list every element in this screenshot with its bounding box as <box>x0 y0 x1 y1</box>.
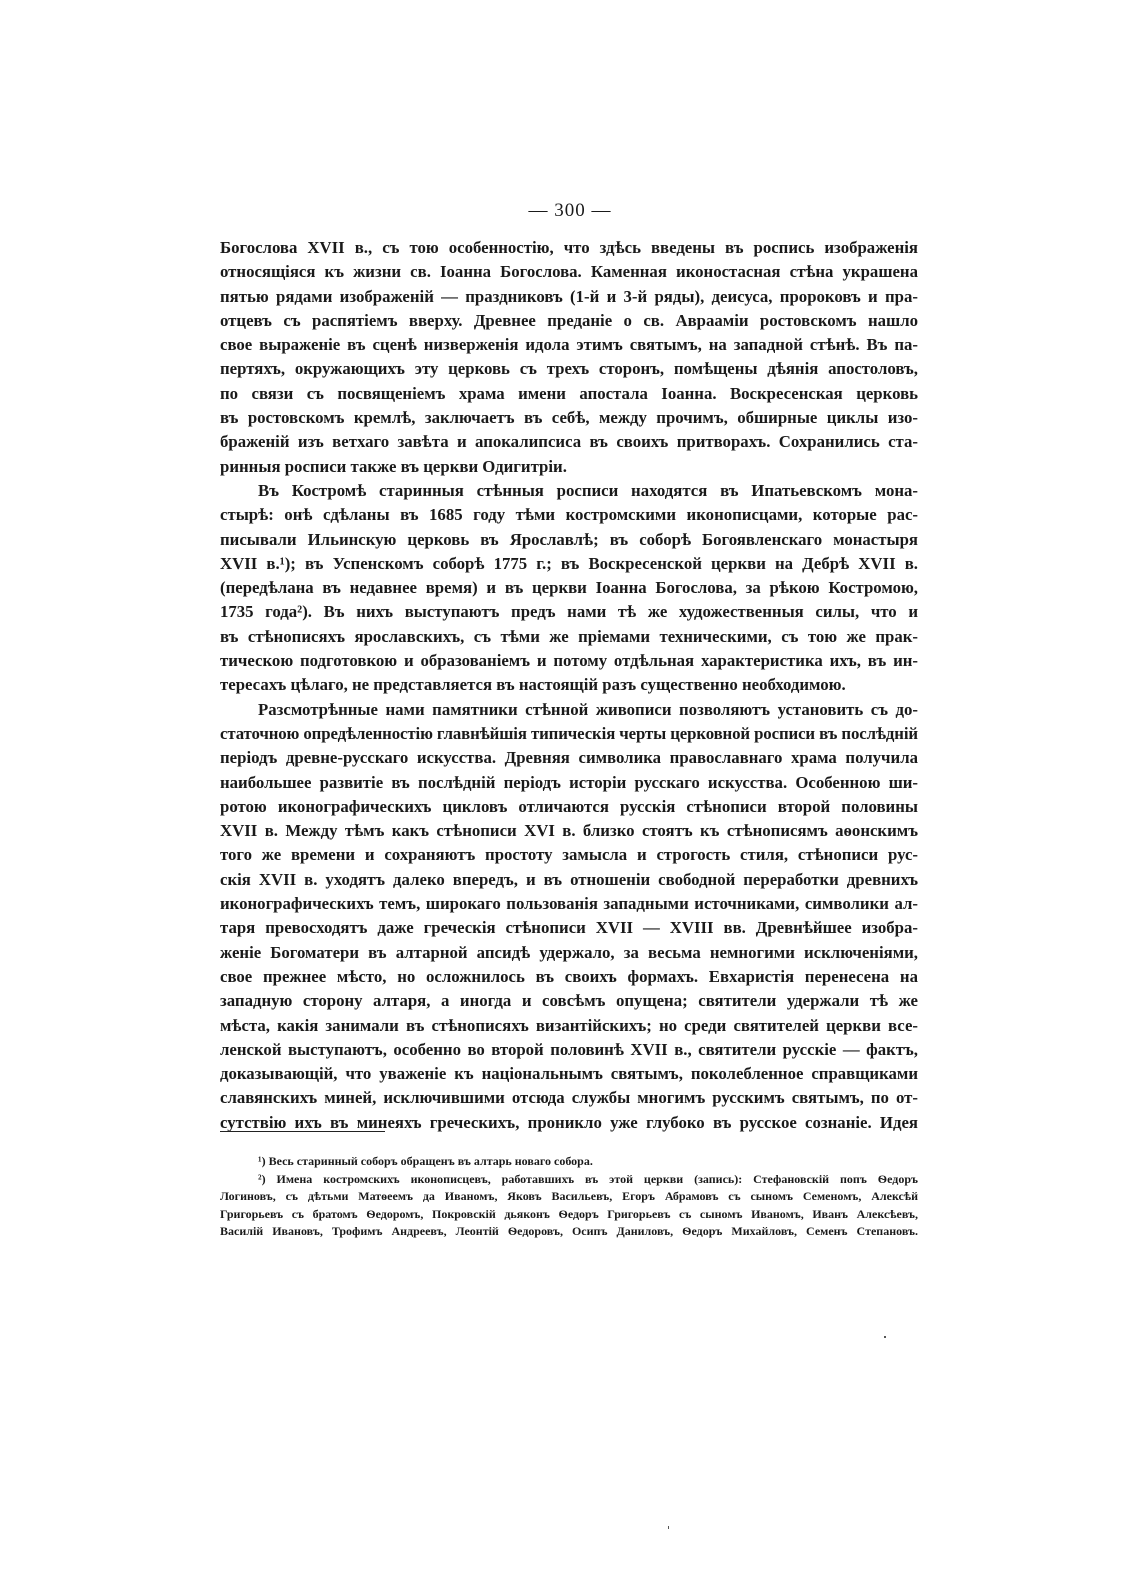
text-line: сутствію ихъ въ минеяхъ греческихъ, проникло уже глубоко въ русское сознаніе. Идея <box>220 1112 918 1132</box>
text-line: доказывающій, что уваженіе къ національнымъ святымъ, поколебленное справщиками <box>220 1064 918 1084</box>
text-line: XVII в. Между тѣмъ какъ стѣнописи XVI в. близко стоятъ къ стѣнописямъ аѳонскимъ <box>220 821 918 841</box>
text-line: славянскихъ миней, исключившими отсюда службы многимъ русскимъ святымъ, по от- <box>220 1088 918 1108</box>
text-line: по связи съ посвященіемъ храма имени апостала Іоанна. Воскресенская церковь <box>220 383 918 403</box>
text-line: свое выраженіе въ сценѣ низверженія идола этимъ святымъ, на западной стѣнѣ. Въ па- <box>220 335 918 355</box>
text-line: тересахъ цѣлаго, не представляется въ настоящій разъ существенно необходимою. <box>220 675 846 695</box>
footnote-2-line: Логиновъ, съ дѣтьми Матѳеемъ да Иваномъ, Яковъ Васильевъ, Егоръ Абрамовъ съ сыномъ Семеномъ, Алексѣй <box>220 1189 918 1203</box>
text-line: наибольшее развитіе въ послѣдній періодъ исторіи русскаго искусства. Особенною ши- <box>220 772 918 792</box>
text-line: того же времени и сохраняютъ простоту замысла и строгость стиля, стѣнописи рус- <box>220 845 918 865</box>
body-text <box>220 236 918 1135</box>
scan-speck <box>884 1336 886 1338</box>
text-line: ринныя росписи также въ церкви Одигитріи. <box>220 456 567 476</box>
text-line: скія XVII в. уходятъ далеко впередъ, и въ отношеніи свободной переработки древнихъ <box>220 869 918 889</box>
footnotes <box>220 1153 918 1241</box>
text-line: въ стѣнописяхъ ярославскихъ, съ тѣми же пріемами техническими, съ тою же прак- <box>220 626 918 646</box>
footnote-2-line: ²) Имена костромскихъ иконописцевъ, работавшихъ въ этой церкви (запись): Стефановскій попъ Ѳедоръ <box>258 1171 918 1186</box>
text-line: свое прежнее мѣсто, но осложнилось въ своихъ формахъ. Евхаристія перенесена на <box>220 966 918 986</box>
text-line: пятью рядами изображеній — праздниковъ (1-й и 3-й ряды), деисуса, пророковъ и пра- <box>220 286 918 306</box>
text-line: (передѣлана въ недавнее время) и въ церкви Іоанна Богослова, за рѣкою Костромою, <box>220 578 918 598</box>
text-line: женіе Богоматери въ алтарной апсидѣ удержало, за весьма немногими исключеніями, <box>220 942 918 962</box>
text-line: статочною опредѣленностію главнѣйшія типическія черты церковной росписи въ послѣдній <box>220 723 918 743</box>
text-line: писывали Ильинскую церковь въ Ярославлѣ; въ соборѣ Богоявленскаго монастыря <box>220 529 918 549</box>
footnote-divider <box>220 1131 385 1132</box>
text-line: періодъ древне-русскаго искусства. Древняя символика православнаго храма получила <box>220 748 918 768</box>
text-line: относящіяся къ жизни св. Іоанна Богослова. Каменная иконостасная стѣна украшена <box>220 262 918 282</box>
text-line: пертяхъ, окружающихъ эту церковь съ трехъ сторонъ, помѣщены дѣянія апостоловъ, <box>220 359 918 379</box>
text-line: Разсмотрѣнные нами памятники стѣнной живописи позволяютъ установить съ до- <box>258 699 918 719</box>
text-line: таря превосходятъ даже греческія стѣнописи XVII — XVIII вв. Древнѣйшее изобра- <box>220 918 918 938</box>
text-line: стырѣ: онѣ сдѣланы въ 1685 году тѣми костромскими иконописцами, которые рас- <box>220 505 918 525</box>
text-line: иконографическихъ темъ, широкаго пользованія западными источниками, символики ал- <box>220 894 918 914</box>
text-line: ленской выступаютъ, особенно во второй половинѣ XVII в., святители русскіе — фактъ, <box>220 1039 918 1059</box>
text-line: мѣста, какія занимали въ стѣнописяхъ византійскихъ; но среди святителей церкви все- <box>220 1015 918 1035</box>
footnote-1: ¹) Весь старинный соборъ обращенъ въ алтарь новаго собора. <box>258 1154 593 1168</box>
text-line: XVII в.¹); въ Успенскомъ соборѣ 1775 г.; въ Воскресенской церкви на Дебрѣ XVII в. <box>220 553 918 573</box>
page-number: — 300 — <box>528 200 612 221</box>
text-line: 1735 года²). Въ нихъ выступаютъ предъ нами тѣ же художественныя силы, что и <box>220 602 918 622</box>
text-line: Въ Костромѣ старинныя стѣнныя росписи находятся въ Ипатьевскомъ мона- <box>258 480 918 500</box>
text-line: въ ростовскомъ кремлѣ, заключаетъ въ себѣ, между прочимъ, обширные циклы изо- <box>220 408 918 428</box>
footnote-2-line: Василій Ивановъ, Трофимъ Андреевъ, Леонтій Ѳедоровъ, Осипъ Даниловъ, Ѳедоръ Михайловъ, Семенъ Степановъ. <box>220 1224 918 1238</box>
text-line: западную сторону алтаря, а иногда и совсѣмъ опущена; святители удержали тѣ же <box>220 991 918 1011</box>
text-line: Богослова XVII в., съ тою особенностію, что здѣсь введены въ роспись изображенія <box>220 238 918 257</box>
text-line: браженій изъ ветхаго завѣта и апокалипсиса въ своихъ притворахъ. Сохранились ста- <box>220 432 918 452</box>
footnote-2-line: Григорьевъ съ братомъ Ѳедоромъ, Покровскій дьяконъ Ѳедоръ Григорьевъ съ сыномъ Иваномъ, Иванъ Алексѣевъ, <box>220 1206 918 1221</box>
text-line: ротою иконографическихъ цикловъ отличаются русскія стѣнописи второй половины <box>220 796 918 816</box>
text-line: тическою подготовкою и образованіемъ и потому отдѣльная характеристика ихъ, въ ин- <box>220 651 918 671</box>
text-line: отцевъ съ распятіемъ вверху. Древнее преданіе о св. Авраамiи ростовскомъ нашло <box>220 310 918 330</box>
scan-speck <box>668 1526 669 1529</box>
